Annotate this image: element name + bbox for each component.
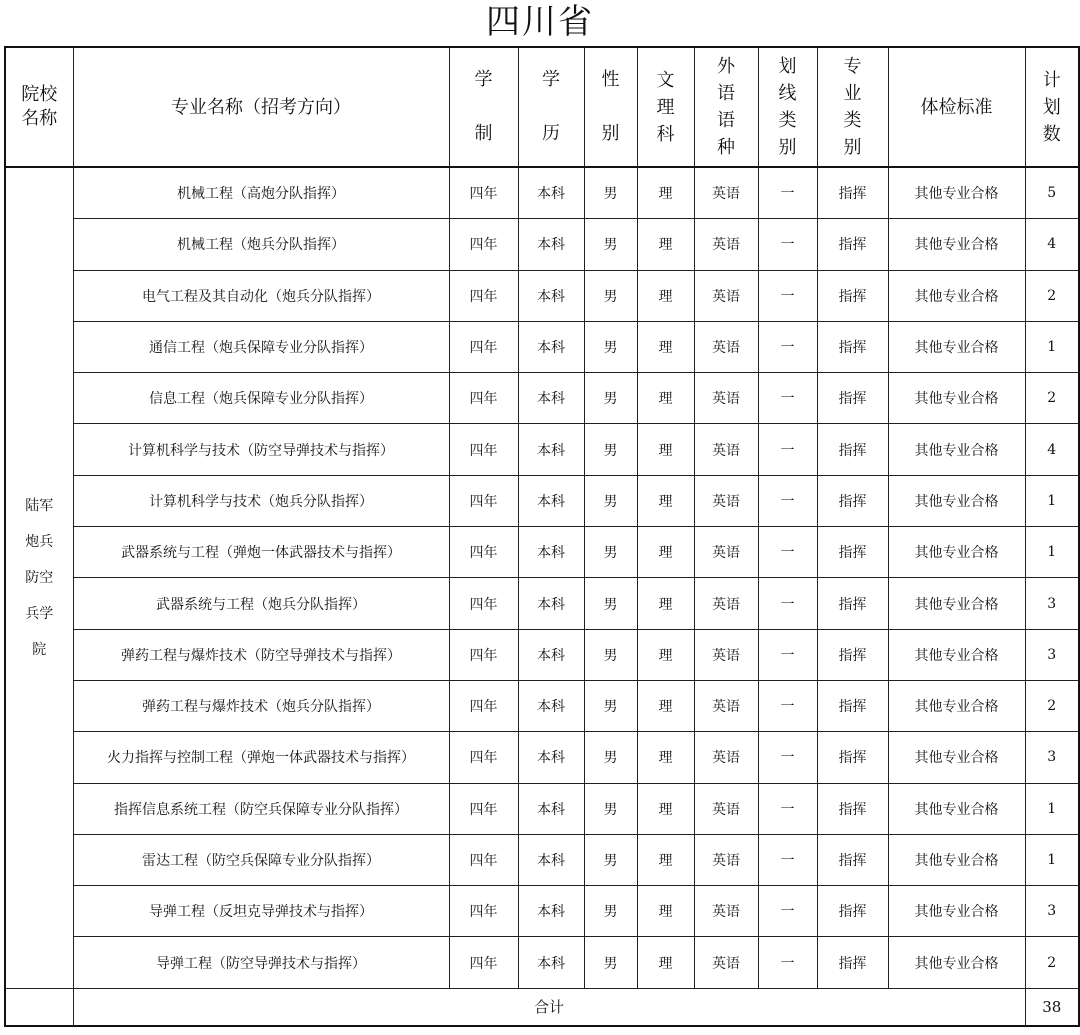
quota-cell: 1 xyxy=(1025,321,1079,372)
header-row xyxy=(5,47,1079,167)
degree-cell: 本科 xyxy=(518,167,584,219)
quota-cell: 1 xyxy=(1025,783,1079,834)
header-category: 专业类别 xyxy=(817,47,888,167)
header-track: 文理科 xyxy=(637,47,694,167)
cutoff-cell: 一 xyxy=(758,937,817,988)
track-cell: 理 xyxy=(637,475,694,526)
language-cell: 英语 xyxy=(694,527,758,578)
quota-cell: 5 xyxy=(1025,167,1079,219)
gender-cell: 男 xyxy=(584,578,637,629)
degree-cell: 本科 xyxy=(518,629,584,680)
quota-cell: 3 xyxy=(1025,886,1079,937)
medical-cell: 其他专业合格 xyxy=(888,167,1025,219)
major-cell: 通信工程（炮兵保障专业分队指挥） xyxy=(73,321,449,372)
header-cutoff: 划线类别 xyxy=(758,47,817,167)
track-cell: 理 xyxy=(637,732,694,783)
table-row xyxy=(5,373,1079,424)
medical-cell: 其他专业合格 xyxy=(888,527,1025,578)
table-row xyxy=(5,167,1079,219)
degree-cell: 本科 xyxy=(518,475,584,526)
major-cell: 弹药工程与爆炸技术（防空导弹技术与指挥） xyxy=(73,629,449,680)
duration-cell: 四年 xyxy=(449,167,518,219)
table-row xyxy=(5,527,1079,578)
track-cell: 理 xyxy=(637,834,694,885)
major-cell: 机械工程（炮兵分队指挥） xyxy=(73,219,449,270)
quota-cell: 2 xyxy=(1025,270,1079,321)
cutoff-cell: 一 xyxy=(758,886,817,937)
cutoff-cell: 一 xyxy=(758,578,817,629)
table-row xyxy=(5,680,1079,731)
duration-cell: 四年 xyxy=(449,219,518,270)
medical-cell: 其他专业合格 xyxy=(888,629,1025,680)
duration-cell: 四年 xyxy=(449,424,518,475)
duration-cell: 四年 xyxy=(449,270,518,321)
header-major: 专业名称（招考方向） xyxy=(73,47,449,167)
major-cell: 信息工程（炮兵保障专业分队指挥） xyxy=(73,373,449,424)
language-cell: 英语 xyxy=(694,321,758,372)
major-cell: 弹药工程与爆炸技术（炮兵分队指挥） xyxy=(73,680,449,731)
track-cell: 理 xyxy=(637,680,694,731)
language-cell: 英语 xyxy=(694,167,758,219)
track-cell: 理 xyxy=(637,937,694,988)
table-row xyxy=(5,732,1079,783)
language-cell: 英语 xyxy=(694,886,758,937)
track-cell: 理 xyxy=(637,578,694,629)
quota-cell: 3 xyxy=(1025,629,1079,680)
gender-cell: 男 xyxy=(584,629,637,680)
medical-cell: 其他专业合格 xyxy=(888,219,1025,270)
total-empty-cell xyxy=(5,988,73,1026)
language-cell: 英语 xyxy=(694,475,758,526)
major-cell: 指挥信息系统工程（防空兵保障专业分队指挥） xyxy=(73,783,449,834)
language-cell: 英语 xyxy=(694,937,758,988)
total-value: 38 xyxy=(1025,988,1079,1026)
medical-cell: 其他专业合格 xyxy=(888,578,1025,629)
duration-cell: 四年 xyxy=(449,937,518,988)
degree-cell: 本科 xyxy=(518,732,584,783)
category-cell: 指挥 xyxy=(817,732,888,783)
category-cell: 指挥 xyxy=(817,373,888,424)
track-cell: 理 xyxy=(637,321,694,372)
total-label: 合计 xyxy=(73,988,1025,1026)
header-duration: 学制 xyxy=(449,47,518,167)
duration-cell: 四年 xyxy=(449,886,518,937)
major-cell: 计算机科学与技术（防空导弹技术与指挥） xyxy=(73,424,449,475)
degree-cell: 本科 xyxy=(518,527,584,578)
duration-cell: 四年 xyxy=(449,373,518,424)
medical-cell: 其他专业合格 xyxy=(888,783,1025,834)
gender-cell: 男 xyxy=(584,424,637,475)
degree-cell: 本科 xyxy=(518,886,584,937)
category-cell: 指挥 xyxy=(817,424,888,475)
header-school: 院校名称 xyxy=(5,47,73,167)
category-cell: 指挥 xyxy=(817,937,888,988)
cutoff-cell: 一 xyxy=(758,424,817,475)
language-cell: 英语 xyxy=(694,270,758,321)
table-row xyxy=(5,219,1079,270)
gender-cell: 男 xyxy=(584,886,637,937)
gender-cell: 男 xyxy=(584,475,637,526)
duration-cell: 四年 xyxy=(449,321,518,372)
language-cell: 英语 xyxy=(694,783,758,834)
medical-cell: 其他专业合格 xyxy=(888,937,1025,988)
quota-cell: 1 xyxy=(1025,834,1079,885)
major-cell: 计算机科学与技术（炮兵分队指挥） xyxy=(73,475,449,526)
duration-cell: 四年 xyxy=(449,783,518,834)
quota-cell: 2 xyxy=(1025,373,1079,424)
quota-cell: 3 xyxy=(1025,732,1079,783)
table-row xyxy=(5,937,1079,988)
degree-cell: 本科 xyxy=(518,373,584,424)
category-cell: 指挥 xyxy=(817,219,888,270)
quota-cell: 1 xyxy=(1025,475,1079,526)
header-language: 外语语种 xyxy=(694,47,758,167)
cutoff-cell: 一 xyxy=(758,270,817,321)
table-row xyxy=(5,783,1079,834)
language-cell: 英语 xyxy=(694,219,758,270)
degree-cell: 本科 xyxy=(518,834,584,885)
track-cell: 理 xyxy=(637,783,694,834)
gender-cell: 男 xyxy=(584,937,637,988)
medical-cell: 其他专业合格 xyxy=(888,270,1025,321)
cutoff-cell: 一 xyxy=(758,321,817,372)
major-cell: 导弹工程（反坦克导弹技术与指挥） xyxy=(73,886,449,937)
category-cell: 指挥 xyxy=(817,578,888,629)
table-row xyxy=(5,270,1079,321)
duration-cell: 四年 xyxy=(449,527,518,578)
table-row xyxy=(5,321,1079,372)
medical-cell: 其他专业合格 xyxy=(888,475,1025,526)
quota-cell: 4 xyxy=(1025,219,1079,270)
school-name-cell: 陆军炮兵防空兵学院 xyxy=(5,167,73,988)
gender-cell: 男 xyxy=(584,321,637,372)
header-medical: 体检标准 xyxy=(888,47,1025,167)
major-cell: 机械工程（高炮分队指挥） xyxy=(73,167,449,219)
medical-cell: 其他专业合格 xyxy=(888,834,1025,885)
header-degree: 学历 xyxy=(518,47,584,167)
category-cell: 指挥 xyxy=(817,680,888,731)
category-cell: 指挥 xyxy=(817,629,888,680)
duration-cell: 四年 xyxy=(449,680,518,731)
header-gender: 性别 xyxy=(584,47,637,167)
cutoff-cell: 一 xyxy=(758,219,817,270)
medical-cell: 其他专业合格 xyxy=(888,424,1025,475)
cutoff-cell: 一 xyxy=(758,732,817,783)
major-cell: 导弹工程（防空导弹技术与指挥） xyxy=(73,937,449,988)
cutoff-cell: 一 xyxy=(758,629,817,680)
gender-cell: 男 xyxy=(584,219,637,270)
medical-cell: 其他专业合格 xyxy=(888,373,1025,424)
duration-cell: 四年 xyxy=(449,475,518,526)
table-row xyxy=(5,629,1079,680)
track-cell: 理 xyxy=(637,886,694,937)
duration-cell: 四年 xyxy=(449,834,518,885)
track-cell: 理 xyxy=(637,629,694,680)
gender-cell: 男 xyxy=(584,373,637,424)
major-cell: 武器系统与工程（弹炮一体武器技术与指挥） xyxy=(73,527,449,578)
track-cell: 理 xyxy=(637,424,694,475)
degree-cell: 本科 xyxy=(518,219,584,270)
language-cell: 英语 xyxy=(694,424,758,475)
track-cell: 理 xyxy=(637,527,694,578)
language-cell: 英语 xyxy=(694,629,758,680)
cutoff-cell: 一 xyxy=(758,373,817,424)
gender-cell: 男 xyxy=(584,732,637,783)
language-cell: 英语 xyxy=(694,578,758,629)
cutoff-cell: 一 xyxy=(758,783,817,834)
medical-cell: 其他专业合格 xyxy=(888,321,1025,372)
degree-cell: 本科 xyxy=(518,680,584,731)
cutoff-cell: 一 xyxy=(758,475,817,526)
degree-cell: 本科 xyxy=(518,783,584,834)
gender-cell: 男 xyxy=(584,680,637,731)
category-cell: 指挥 xyxy=(817,783,888,834)
language-cell: 英语 xyxy=(694,373,758,424)
gender-cell: 男 xyxy=(584,783,637,834)
medical-cell: 其他专业合格 xyxy=(888,886,1025,937)
category-cell: 指挥 xyxy=(817,886,888,937)
table-row xyxy=(5,886,1079,937)
category-cell: 指挥 xyxy=(817,834,888,885)
gender-cell: 男 xyxy=(584,834,637,885)
track-cell: 理 xyxy=(637,270,694,321)
degree-cell: 本科 xyxy=(518,937,584,988)
medical-cell: 其他专业合格 xyxy=(888,680,1025,731)
medical-cell: 其他专业合格 xyxy=(888,732,1025,783)
gender-cell: 男 xyxy=(584,527,637,578)
track-cell: 理 xyxy=(637,219,694,270)
gender-cell: 男 xyxy=(584,167,637,219)
language-cell: 英语 xyxy=(694,732,758,783)
category-cell: 指挥 xyxy=(817,475,888,526)
major-cell: 武器系统与工程（炮兵分队指挥） xyxy=(73,578,449,629)
degree-cell: 本科 xyxy=(518,270,584,321)
track-cell: 理 xyxy=(637,373,694,424)
quota-cell: 4 xyxy=(1025,424,1079,475)
table-body xyxy=(5,167,1079,988)
quota-cell: 1 xyxy=(1025,527,1079,578)
cutoff-cell: 一 xyxy=(758,680,817,731)
cutoff-cell: 一 xyxy=(758,834,817,885)
category-cell: 指挥 xyxy=(817,527,888,578)
duration-cell: 四年 xyxy=(449,629,518,680)
table-row xyxy=(5,424,1079,475)
table-row xyxy=(5,834,1079,885)
degree-cell: 本科 xyxy=(518,578,584,629)
category-cell: 指挥 xyxy=(817,270,888,321)
page-title: 四川省 xyxy=(486,2,594,42)
language-cell: 英语 xyxy=(694,834,758,885)
major-cell: 电气工程及其自动化（炮兵分队指挥） xyxy=(73,270,449,321)
enrollment-plan-table xyxy=(4,46,1080,1027)
total-row xyxy=(5,988,1079,1026)
gender-cell: 男 xyxy=(584,270,637,321)
category-cell: 指挥 xyxy=(817,321,888,372)
cutoff-cell: 一 xyxy=(758,527,817,578)
cutoff-cell: 一 xyxy=(758,167,817,219)
table-row xyxy=(5,578,1079,629)
track-cell: 理 xyxy=(637,167,694,219)
header-quota: 计划数 xyxy=(1025,47,1079,167)
table-header xyxy=(5,47,1079,167)
major-cell: 雷达工程（防空兵保障专业分队指挥） xyxy=(73,834,449,885)
duration-cell: 四年 xyxy=(449,578,518,629)
quota-cell: 2 xyxy=(1025,937,1079,988)
degree-cell: 本科 xyxy=(518,424,584,475)
table-row xyxy=(5,475,1079,526)
degree-cell: 本科 xyxy=(518,321,584,372)
category-cell: 指挥 xyxy=(817,167,888,219)
language-cell: 英语 xyxy=(694,680,758,731)
major-cell: 火力指挥与控制工程（弹炮一体武器技术与指挥） xyxy=(73,732,449,783)
duration-cell: 四年 xyxy=(449,732,518,783)
quota-cell: 3 xyxy=(1025,578,1079,629)
quota-cell: 2 xyxy=(1025,680,1079,731)
